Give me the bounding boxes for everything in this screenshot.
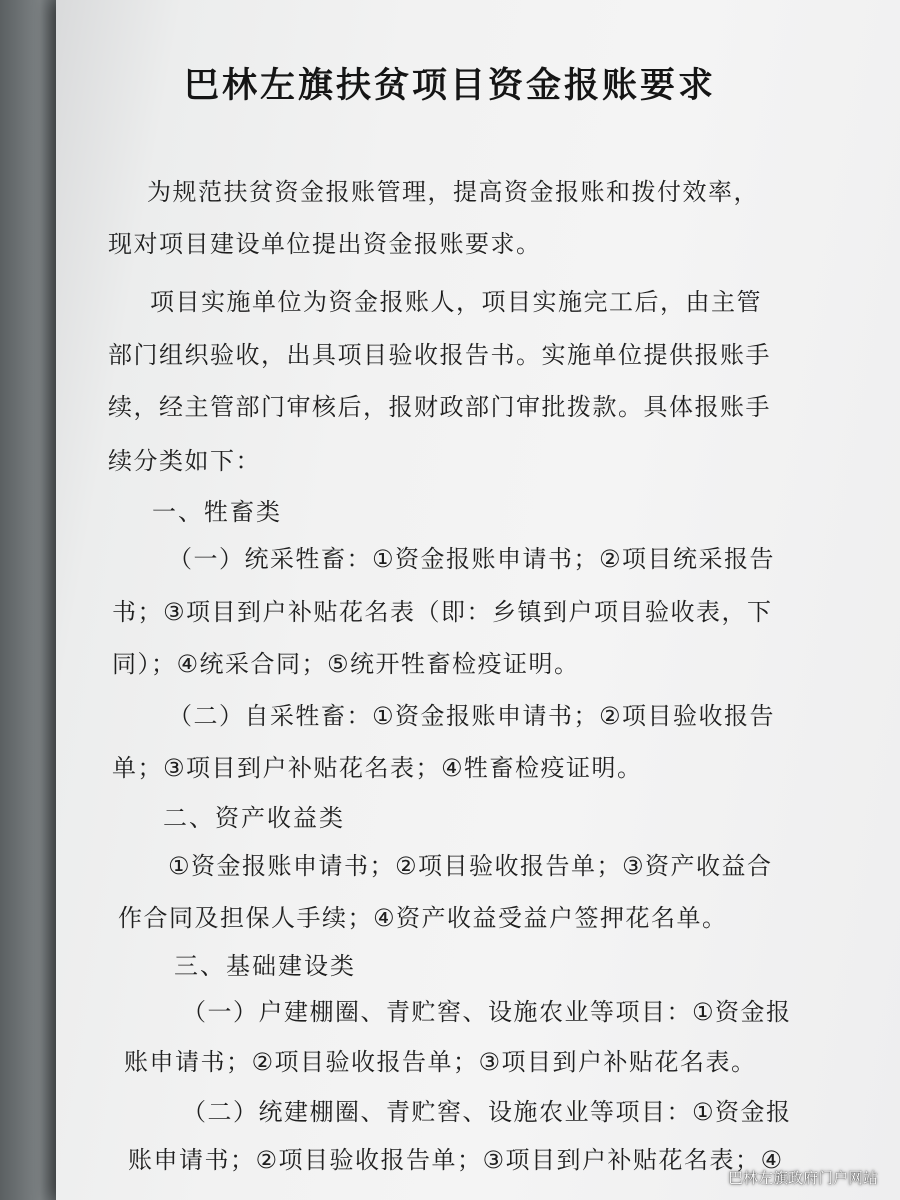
paragraph-line: （一）户建棚圈、青贮窖、设施农业等项目：①资金报 (182, 998, 792, 1026)
paragraph-line: （二）统建棚圈、青贮窖、设施农业等项目：①资金报 (182, 1098, 792, 1126)
section-heading: 三、基础建设类 (174, 952, 356, 980)
paragraph-line: 续分类如下： (108, 447, 261, 475)
paragraph-line: 现对项目建设单位提出资金报账要求。 (108, 230, 542, 258)
paragraph-line: 部门组织验收，出具项目验收报告书。实施单位提供报账手 (108, 341, 771, 369)
paragraph-line: ①资金报账申请书；②项目验收报告单；③资产收益合 (168, 852, 773, 880)
paragraph-line: 账申请书；②项目验收报告单；③项目到户补贴花名表。 (124, 1048, 757, 1076)
site-watermark: 巴林左旗政府门户网站 (727, 1169, 878, 1187)
section-heading: 二、资产收益类 (163, 804, 345, 832)
paragraph-line: （二）自采牲畜：①资金报账申请书；②项目验收报告 (168, 702, 776, 730)
paragraph-line: 账申请书；②项目验收报告单；③项目到户补贴花名表；④ (128, 1146, 784, 1174)
document-title: 巴林左旗扶贫项目资金报账要求 (183, 66, 716, 106)
paragraph-line: 单；③项目到户补贴花名表；④牲畜检疫证明。 (112, 754, 643, 782)
paragraph-line: （一）统采牲畜：①资金报账申请书；②项目统采报告 (168, 545, 776, 573)
paragraph-line: 作合同及担保人手续；④资产收益受益户签押花名单。 (118, 904, 728, 932)
paragraph-line: 为规范扶贫资金报账管理，提高资金报账和拨付效率， (147, 178, 759, 206)
paragraph-line: 同）；④统采合同；⑤统开牲畜检疫证明。 (112, 650, 580, 678)
section-heading: 一、牲畜类 (152, 498, 282, 526)
paragraph-line: 续，经主管部门审核后，报财政部门审批拨款。具体报账手 (108, 393, 771, 421)
paragraph-line: 书；③项目到户补贴花名表（即：乡镇到户项目验收表，下 (112, 598, 773, 626)
paragraph-line: 项目实施单位为资金报账人，项目实施完工后，由主管 (150, 288, 762, 316)
